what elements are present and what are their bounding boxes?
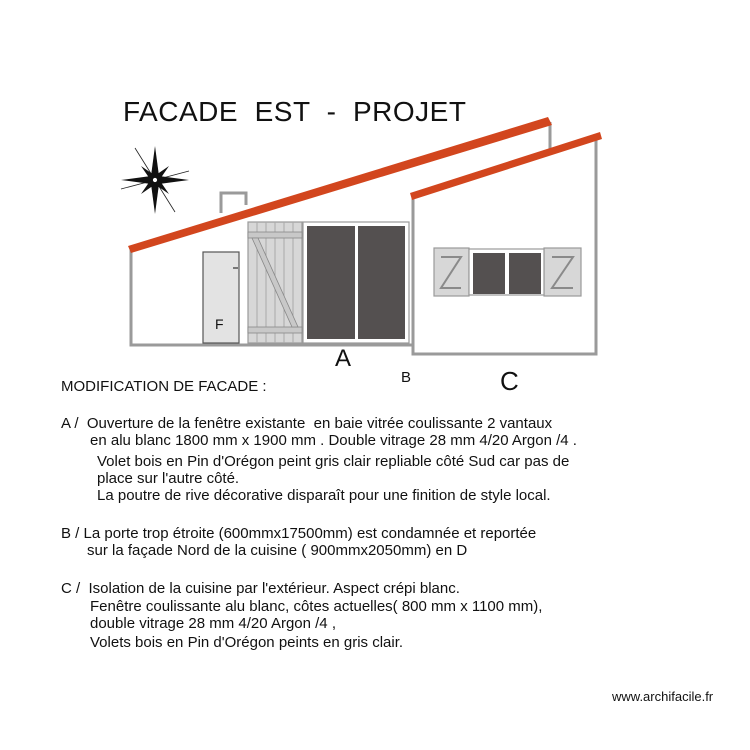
label-c: C — [500, 366, 519, 396]
compass-rose-icon — [121, 146, 189, 214]
label-a: A — [335, 345, 352, 372]
label-f: F — [215, 316, 224, 332]
website-link[interactable]: www.archifacile.fr — [612, 689, 714, 704]
note-c-line-4: Volets bois en Pin d'Orégon peints en gris clair. — [90, 634, 404, 651]
note-c-line-1: C / Isolation de la cuisine par l'extérieur. Aspect crépi blanc. — [61, 580, 460, 597]
kitchen-window-c — [434, 248, 581, 296]
chimney — [221, 193, 246, 213]
shutter-a — [248, 222, 302, 343]
sliding-bay-window-a — [303, 222, 409, 343]
note-a-line-5: La poutre de rive décorative disparaît pour une finition de style local. — [97, 487, 551, 504]
label-b: B — [401, 369, 412, 386]
note-a-line-3: Volet bois en Pin d'Orégon peint gris clair repliable côté Sud car pas de — [97, 453, 570, 470]
note-a-line-4: place sur l'autre côté. — [97, 470, 240, 487]
note-c-line-2: Fenêtre coulissante alu blanc, côtes actuelles( 800 mm x 1100 mm), — [90, 598, 543, 615]
notes-heading: MODIFICATION DE FACADE : — [61, 378, 267, 395]
note-a-line-1: A / Ouverture de la fenêtre existante en baie vitrée coulissante 2 vantaux — [61, 415, 553, 432]
note-b-line-2: sur la façade Nord de la cuisine ( 900mmx2050mm) en D — [87, 542, 468, 559]
kitchen-roof — [410, 132, 602, 200]
note-a-line-2: en alu blanc 1800 mm x 1900 mm . Double vitrage 28 mm 4/20 Argon /4 . — [90, 432, 577, 449]
note-c-line-3: double vitrage 28 mm 4/20 Argon /4 , — [90, 615, 336, 632]
kitchen-wall — [413, 139, 596, 354]
drawing-title: FACADE EST - PROJET — [123, 96, 467, 127]
note-b-line-1: B / La porte trop étroite (600mmx17500mm) est condamnée et reportée — [61, 525, 537, 542]
